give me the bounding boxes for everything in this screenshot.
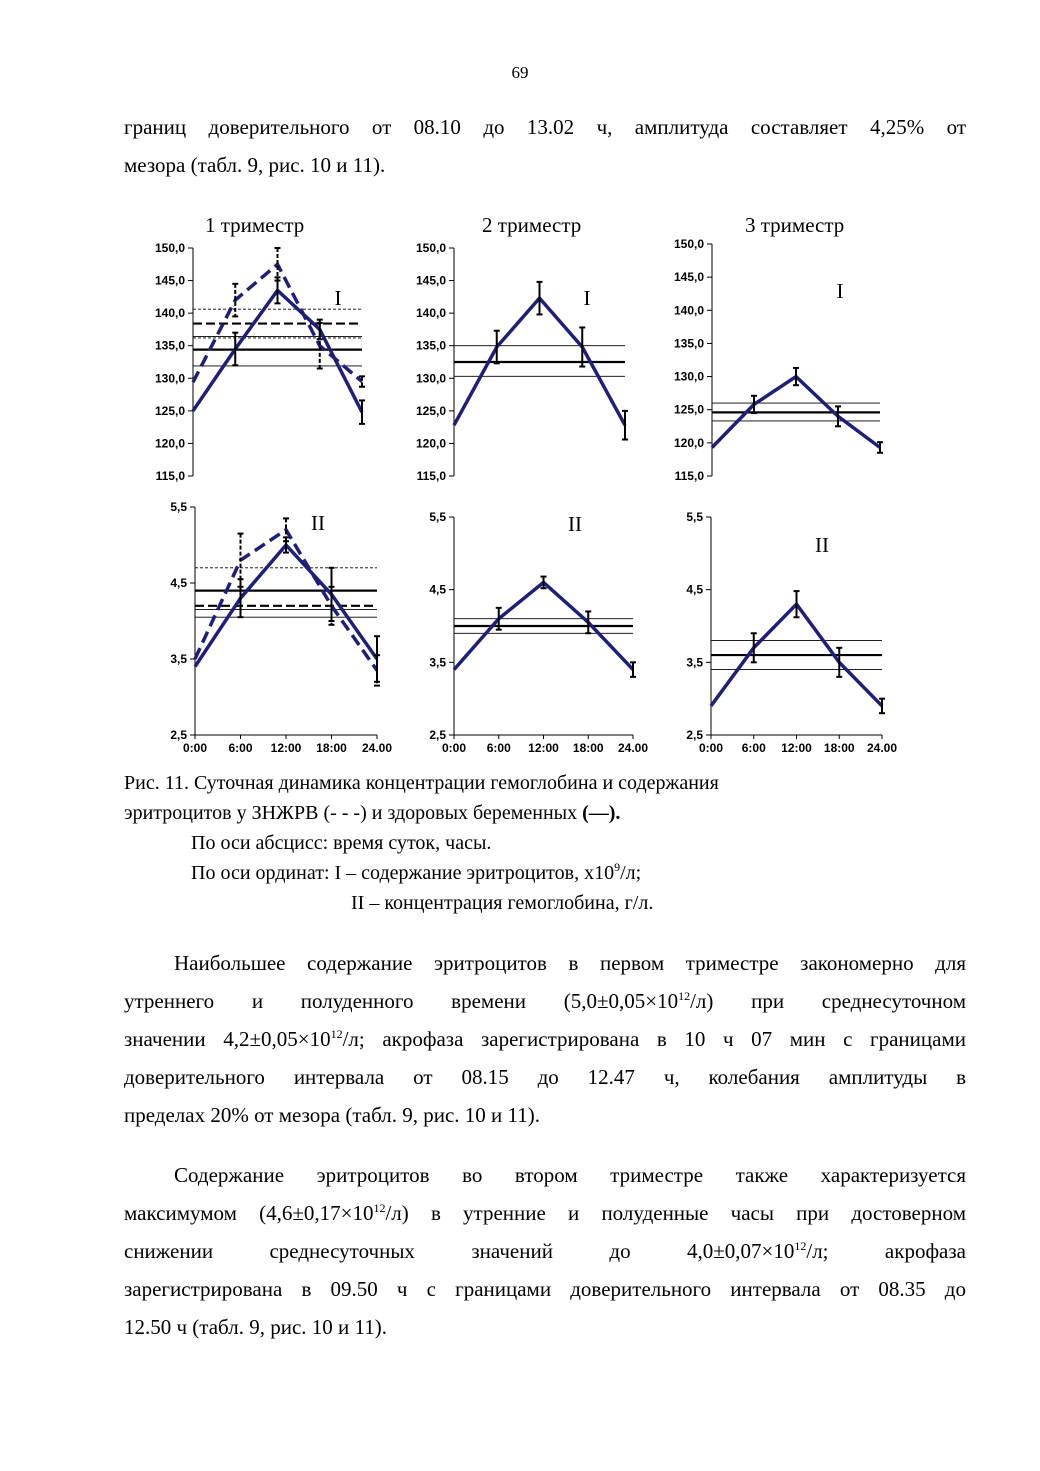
trimester-label-2: 2 триместр <box>482 213 582 237</box>
x-tick-label: 0:00 <box>182 741 208 755</box>
y-tick-label: 5,5 <box>429 510 446 524</box>
panel-label: I <box>583 286 591 310</box>
text: /л) в утренние и полуденные часы при достоверном <box>385 1201 966 1225</box>
x-tick-label: 12:00 <box>781 741 812 755</box>
text: Содержание эритроцитов во втором триместре также характеризуется <box>174 1163 966 1187</box>
caption-line: По оси абсцисс: время суток, часы. <box>191 832 492 854</box>
text-line: пределах 20% от мезора (табл. 9, рис. 10 и 11). <box>124 1103 540 1127</box>
y-tick-label: 120,0 <box>415 436 446 451</box>
caption-text: . <box>615 802 621 824</box>
text-line: доверительного интервала от 08.15 до 12.47 ч, колебания амплитуды в <box>124 1065 966 1089</box>
text: максимумом (4,6±0,17×10 <box>124 1201 374 1225</box>
panel-label: II <box>568 512 582 536</box>
text-line: зарегистрирована в 09.50 ч с границами доверительного интервала от 08.35 до <box>124 1277 966 1301</box>
y-tick-label: 145,0 <box>154 273 185 288</box>
caption-line <box>124 858 719 888</box>
y-tick-label: 5,5 <box>686 510 703 524</box>
y-tick-label: 150,0 <box>673 237 704 251</box>
x-tick-label: 18:00 <box>316 741 347 755</box>
y-tick-label: 3,5 <box>429 655 446 670</box>
y-tick-label: 115,0 <box>674 469 704 483</box>
x-tick-label: 0:00 <box>441 741 467 755</box>
x-tick-label: 6:00 <box>228 741 253 755</box>
y-tick-label: 3,5 <box>686 655 703 670</box>
y-tick-label: 2,5 <box>170 728 187 742</box>
y-tick-label: 2,5 <box>429 728 446 742</box>
caption-text: /л; <box>620 862 642 884</box>
y-tick-label: 130,0 <box>415 371 446 386</box>
sup: 12 <box>330 1027 343 1041</box>
caption-text: эритроцитов у ЗНЖРВ (- - -) и здоровых беременных <box>124 802 583 824</box>
x-tick-label: 24.00 <box>866 741 898 755</box>
text-line <box>124 1232 966 1270</box>
text: утреннего и полуденного времени (5,0±0,05×10 <box>124 989 679 1013</box>
sup: 12 <box>678 989 691 1003</box>
y-tick-label: 4,5 <box>170 576 187 590</box>
panel-label: II <box>815 533 829 557</box>
text-line: 12.50 ч (табл. 9, рис. 10 и 11). <box>124 1315 387 1339</box>
text-line: мезора (табл. 9, рис. 10 и 11). <box>124 153 386 177</box>
y-tick-label: 2,5 <box>686 728 703 742</box>
y-tick-label: 125,0 <box>673 402 704 417</box>
caption-line <box>124 798 719 828</box>
sup: 12 <box>794 1239 807 1253</box>
page-number: 69 <box>511 63 529 82</box>
x-tick-label: 24.00 <box>617 741 649 755</box>
x-tick-label: 12:00 <box>270 741 302 755</box>
text-line <box>124 1020 966 1058</box>
y-tick-label: 4,5 <box>429 582 446 597</box>
y-tick-label: 140,0 <box>154 306 185 321</box>
x-tick-label: 0:00 <box>698 741 724 755</box>
text: значении 4,2±0,05×10 <box>124 1027 331 1051</box>
y-tick-label: 4,5 <box>686 582 703 597</box>
y-tick-label: 140,0 <box>673 303 704 318</box>
caption-text: По оси ординат: I – содержание эритроцитов, х10 <box>191 862 615 884</box>
text-line <box>124 982 966 1020</box>
y-tick-label: 135,0 <box>415 338 446 353</box>
text: /л) при среднесуточном <box>690 989 966 1013</box>
text-line <box>124 944 966 982</box>
text: /л; акрофаза <box>806 1239 966 1263</box>
x-tick-label: 6:00 <box>486 741 511 755</box>
panel-label: I <box>334 286 342 310</box>
y-tick-label: 145,0 <box>673 270 704 285</box>
sup: 12 <box>373 1201 386 1215</box>
body-paragraph-1 <box>124 944 966 1134</box>
y-tick-label: 115,0 <box>416 469 446 483</box>
y-tick-label: 120,0 <box>673 435 704 450</box>
x-tick-label: 18:00 <box>572 741 604 755</box>
y-tick-label: 140,0 <box>415 306 446 321</box>
y-tick-label: 130,0 <box>673 369 704 384</box>
y-tick-label: 125,0 <box>154 403 185 418</box>
y-tick-label: 115,0 <box>155 469 185 483</box>
y-tick-label: 3,5 <box>170 652 187 666</box>
x-tick-label: 6:00 <box>741 741 766 755</box>
caption-line: Рис. 11. Суточная динамика концентрации гемоглобина и содержания <box>124 772 719 794</box>
x-tick-label: 18:00 <box>823 741 855 755</box>
caption-legend-solid: (—) <box>582 802 616 824</box>
text-line: границ доверительного от 08.10 до 13.02 ч, амплитуда составляет 4,25% от <box>124 115 966 139</box>
text: снижении среднесуточных значений до 4,0±0,07×10 <box>124 1239 795 1263</box>
figure-caption <box>124 768 719 918</box>
y-tick-label: 125,0 <box>415 403 446 418</box>
x-tick-label: 24.00 <box>361 741 393 755</box>
text-line <box>124 1194 966 1232</box>
y-tick-label: 150,0 <box>154 241 185 255</box>
caption-line: II – концентрация гемоглобина, г/л. <box>351 892 654 914</box>
body-paragraph-2 <box>124 1156 966 1346</box>
y-tick-label: 135,0 <box>154 338 185 353</box>
caption-sup: 9 <box>614 860 621 874</box>
y-tick-label: 145,0 <box>415 273 446 288</box>
y-tick-label: 135,0 <box>673 336 704 351</box>
y-tick-label: 5,5 <box>170 500 187 514</box>
trimester-label-3: 3 триместр <box>745 213 845 237</box>
panel-label: II <box>311 511 325 535</box>
text: /л; акрофаза зарегистрирована в 10 ч 07 мин с границами <box>342 1027 966 1051</box>
trimester-label-1: 1 триместр <box>205 213 305 237</box>
panel-label: I <box>836 279 844 303</box>
text-line <box>124 1156 966 1194</box>
y-tick-label: 150,0 <box>415 241 446 255</box>
y-tick-label: 120,0 <box>154 436 185 451</box>
y-tick-label: 130,0 <box>154 371 185 386</box>
x-tick-label: 12:00 <box>528 741 559 755</box>
text: Наибольшее содержание эритроцитов в первом триместре закономерно для <box>174 951 966 975</box>
